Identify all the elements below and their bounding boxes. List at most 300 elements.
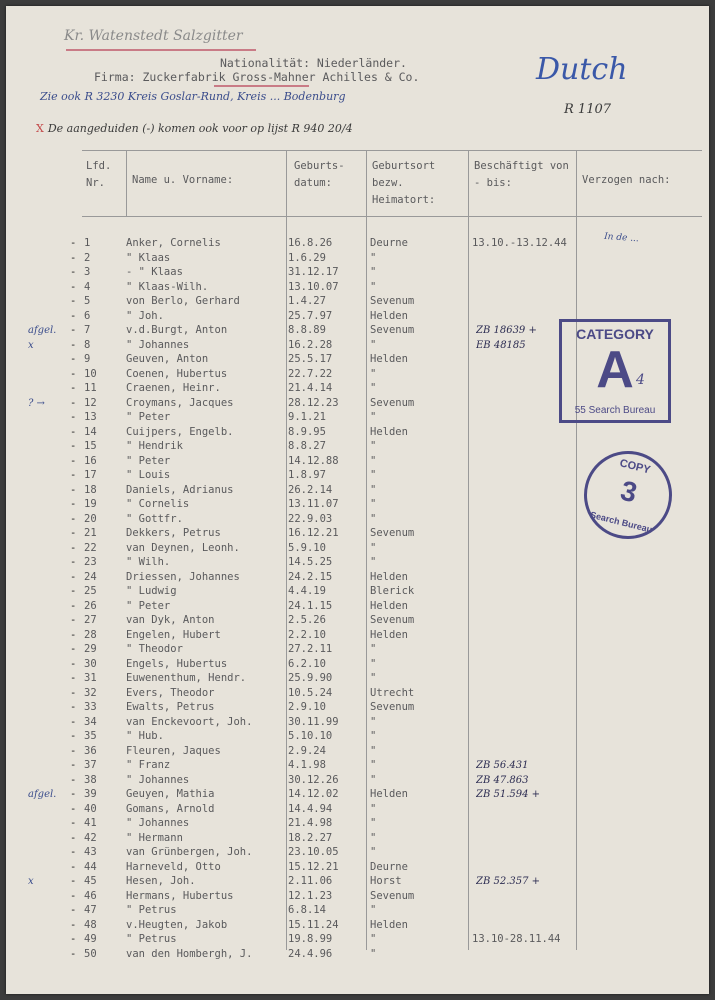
row-tick: - <box>70 715 77 728</box>
row-tick: - <box>70 889 77 902</box>
row-birthdate: 24.2.15 <box>288 570 333 583</box>
row-birthdate: 31.12.17 <box>288 266 339 278</box>
row-number: 11 <box>84 382 97 394</box>
row-birthplace: " <box>370 382 377 394</box>
row-birthdate: 5.9.10 <box>288 541 326 554</box>
row-birthplace: Sevenum <box>370 295 415 307</box>
table-row <box>70 816 692 831</box>
row-tick: - <box>70 599 77 612</box>
row-birthplace: " <box>370 744 377 757</box>
row-birthplace: " <box>370 715 377 728</box>
row-name: Craenen, Heinr. <box>126 382 221 394</box>
row-name: " Klaas-Wilh. <box>126 280 209 293</box>
row-name: Ewalts, Petrus <box>126 701 215 713</box>
title-underline <box>66 49 256 51</box>
row-birthplace: " <box>370 817 377 829</box>
row-margin-mark: afgel. <box>28 789 57 800</box>
annotation-text: ZB 52.357 + <box>476 876 541 887</box>
row-name: Gomans, Arnold <box>126 802 215 815</box>
row-tick: - <box>70 846 77 858</box>
row-birthdate: 2.5.26 <box>288 614 326 626</box>
row-number: 27 <box>84 614 97 626</box>
row-number: 2 <box>84 251 91 264</box>
header-place: Geburtsort bezw. Heimatort: <box>372 160 436 206</box>
note-2-suffix: 20/4 <box>327 122 353 135</box>
row-tick: - <box>70 947 77 960</box>
row-number: 41 <box>84 817 97 829</box>
table-row <box>70 845 692 860</box>
row-name: " Hendrik <box>126 440 183 452</box>
table-row <box>70 831 692 846</box>
row-margin-mark: x <box>28 339 34 351</box>
row-name: " Johannes <box>126 773 190 786</box>
row-name: Croymans, Jacques <box>126 396 234 409</box>
table-row <box>70 903 692 918</box>
handwritten-note-2 <box>36 122 353 135</box>
row-birthdate: 18.2.27 <box>288 831 333 844</box>
row-number: 46 <box>84 889 97 902</box>
row-birthdate: 30.12.26 <box>288 773 339 786</box>
copy-stamp-subtitle: Search Bureau <box>589 509 654 535</box>
table-row <box>70 265 692 280</box>
row-birthplace: " <box>370 802 377 815</box>
table-row <box>70 294 692 309</box>
row-tick: - <box>70 396 77 409</box>
row-birthdate: 5.10.10 <box>288 730 333 742</box>
row-birthplace: Sevenum <box>370 889 415 902</box>
row-name: Engels, Hubertus <box>126 657 228 670</box>
row-number: 9 <box>84 353 91 365</box>
row-tick: - <box>70 643 77 655</box>
row-birthdate: 9.1.21 <box>288 411 326 423</box>
row-tick: - <box>70 831 77 844</box>
table-row <box>70 570 692 585</box>
table-row <box>70 541 692 556</box>
row-number: 24 <box>84 570 97 583</box>
row-tick: - <box>70 454 77 467</box>
row-number: 36 <box>84 744 97 757</box>
row-name: " Peter <box>126 599 171 612</box>
reference-number: R 1107 <box>564 102 612 117</box>
firma-underline <box>214 85 309 87</box>
table-row <box>70 613 692 628</box>
table-row <box>70 251 692 266</box>
table-row <box>70 280 692 295</box>
row-tick: - <box>70 512 77 525</box>
row-number: 26 <box>84 599 97 612</box>
row-birthplace: Sevenum <box>370 701 415 713</box>
row-number: 47 <box>84 904 97 916</box>
table-row <box>70 918 692 933</box>
row-birthplace: " <box>370 831 377 844</box>
row-number: 1 <box>84 237 91 249</box>
row-birthdate: 16.12.21 <box>288 527 339 539</box>
row-number: 32 <box>84 686 97 699</box>
row-birthdate: 14.12.88 <box>288 454 339 467</box>
row-birthdate: 2.2.10 <box>288 628 326 641</box>
row-name: von Berlo, Gerhard <box>126 295 240 307</box>
row-name: Hermans, Hubertus <box>126 889 234 902</box>
table-row <box>70 715 692 730</box>
row-name: van Dyk, Anton <box>126 614 215 626</box>
row-tick: - <box>70 701 77 713</box>
row-number: 17 <box>84 469 97 481</box>
row-birthdate: 6.2.10 <box>288 657 326 670</box>
row-birthdate: 28.12.23 <box>288 396 339 409</box>
row-birthdate: 22.9.03 <box>288 512 333 525</box>
row-birthplace: Sevenum <box>370 527 415 539</box>
row-name: v.d.Burgt, Anton <box>126 324 228 336</box>
row-tick: - <box>70 759 77 771</box>
row-name: Driessen, Johannes <box>126 570 240 583</box>
table-row <box>70 628 692 643</box>
row-name: v.Heugten, Jakob <box>126 918 228 931</box>
row-number: 37 <box>84 759 97 771</box>
row-tick: - <box>70 309 77 322</box>
row-birthdate: 13.11.07 <box>288 498 339 510</box>
firma-line: Firma: Zuckerfabrik Gross-Mahner Achilles & Co. <box>94 70 420 84</box>
row-tick: - <box>70 338 77 351</box>
row-birthplace: Helden <box>370 788 408 800</box>
header-moved: Verzogen nach: <box>582 174 671 186</box>
row-number: 33 <box>84 701 97 713</box>
table-row <box>70 671 692 686</box>
row-name: " Johannes <box>126 817 190 829</box>
table-header-rule <box>82 216 702 217</box>
column-rule <box>126 150 127 216</box>
row-number: 28 <box>84 628 97 641</box>
row-name: Geuyen, Mathia <box>126 788 215 800</box>
row-birthplace: " <box>370 759 377 771</box>
row-birthdate: 12.1.23 <box>288 889 333 902</box>
category-label-dutch: Dutch <box>536 52 628 87</box>
row-tick: - <box>70 324 77 336</box>
row-tick: - <box>70 657 77 670</box>
row-number: 15 <box>84 440 97 452</box>
row-name: " Joh. <box>126 309 164 322</box>
row-birthplace: " <box>370 411 377 423</box>
row-birthplace: " <box>370 730 377 742</box>
row-birthplace: " <box>370 556 377 568</box>
row-birthdate: 14.12.02 <box>288 788 339 800</box>
table-top-rule <box>82 150 702 151</box>
table-row <box>70 700 692 715</box>
row-name: - " Klaas <box>126 266 183 278</box>
table-row <box>70 657 692 672</box>
row-annotation <box>82 874 692 889</box>
row-margin-mark: afgel. <box>28 325 57 336</box>
row-tick: - <box>70 541 77 554</box>
row-birthdate: 26.2.14 <box>288 483 333 496</box>
row-birthdate: 14.5.25 <box>288 556 333 568</box>
row-tick: - <box>70 280 77 293</box>
table-row <box>70 686 692 701</box>
row-birthplace: " <box>370 454 377 467</box>
row-number: 14 <box>84 425 97 438</box>
row-number: 43 <box>84 846 97 858</box>
row-name: " Johannes <box>126 338 190 351</box>
row-birthdate: 10.5.24 <box>288 686 333 699</box>
annotation-text: ZB 18639 + <box>476 325 537 336</box>
row-employment: 13.10-28.11.44 <box>472 933 561 945</box>
row-name: " Franz <box>126 759 171 771</box>
table-row <box>70 584 692 599</box>
row-number: 5 <box>84 295 91 307</box>
row-birthdate: 13.10.07 <box>288 280 339 293</box>
row-name: van Enckevoort, Joh. <box>126 715 253 728</box>
row-name: " Ludwig <box>126 585 177 597</box>
row-margin-mark: ? → <box>28 397 45 409</box>
row-number: 16 <box>84 454 97 467</box>
row-birthplace: Sevenum <box>370 396 415 409</box>
handwritten-note-1: Zie ook R 3230 Kreis Goslar-Rund, Kreis ... Bodenburg <box>40 90 346 103</box>
row-name: " Hub. <box>126 730 164 742</box>
row-tick: - <box>70 498 77 510</box>
row-birthplace: " <box>370 672 377 684</box>
row-birthdate: 14.4.94 <box>288 802 333 815</box>
row-birthplace: Helden <box>370 570 408 583</box>
category-stamp-title: CATEGORY <box>576 326 654 342</box>
row-tick: - <box>70 918 77 931</box>
row-name: Cuijpers, Engelb. <box>126 425 234 438</box>
row-tick: - <box>70 556 77 568</box>
row-birthplace: Blerick <box>370 585 415 597</box>
row-name: " Klaas <box>126 251 171 264</box>
row-tick: - <box>70 788 77 800</box>
row-number: 12 <box>84 396 97 409</box>
row-birthdate: 4.1.98 <box>288 759 326 771</box>
row-birthdate: 6.8.14 <box>288 904 326 916</box>
row-birthplace: " <box>370 367 377 380</box>
row-tick: - <box>70 367 77 380</box>
row-tick: - <box>70 614 77 626</box>
row-birthdate: 1.6.29 <box>288 251 326 264</box>
row-birthplace: Helden <box>370 425 408 438</box>
row-number: 45 <box>84 875 97 887</box>
row-birthplace: Sevenum <box>370 324 415 336</box>
row-tick: - <box>70 527 77 539</box>
row-birthdate: 2.9.24 <box>288 744 326 757</box>
row-tick: - <box>70 686 77 699</box>
nationality-line: Nationalität: Niederländer. <box>220 56 407 70</box>
row-birthplace: Helden <box>370 309 408 322</box>
row-birthplace: Sevenum <box>370 614 415 626</box>
row-number: 48 <box>84 918 97 931</box>
row-birthplace: " <box>370 280 377 293</box>
row-birthdate: 25.7.97 <box>288 309 333 322</box>
category-stamp-letter: A <box>596 341 634 399</box>
row-tick: - <box>70 251 77 264</box>
row-number: 21 <box>84 527 97 539</box>
ledger-table <box>28 150 702 960</box>
row-name: " Peter <box>126 454 171 467</box>
annotation-text: ZB 47.863 <box>476 774 529 786</box>
row-name: Engelen, Hubert <box>126 628 221 641</box>
row-annotation <box>82 773 692 788</box>
row-number: 25 <box>84 585 97 597</box>
row-birthplace: " <box>370 773 377 786</box>
row-name: " Louis <box>126 469 171 481</box>
row-birthdate: 24.1.15 <box>288 599 333 612</box>
row-birthplace: " <box>370 657 377 670</box>
row-tick: - <box>70 860 77 873</box>
row-number: 19 <box>84 498 97 510</box>
row-birthplace: " <box>370 469 377 481</box>
row-name: Hesen, Joh. <box>126 875 196 887</box>
row-name: van den Hombergh, J. <box>126 947 253 960</box>
row-tick: - <box>70 425 77 438</box>
row-birthplace: " <box>370 498 377 510</box>
row-number: 39 <box>84 788 97 800</box>
row-birthplace: Horst <box>370 875 402 887</box>
row-tick: - <box>70 933 77 945</box>
row-name: Fleuren, Jaques <box>126 744 221 757</box>
row-number: 40 <box>84 802 97 815</box>
row-tick: - <box>70 483 77 496</box>
table-row <box>70 236 692 251</box>
row-birthplace: " <box>370 846 377 858</box>
row-number: 31 <box>84 672 97 684</box>
row-birthdate: 19.8.99 <box>288 933 333 945</box>
row-birthdate: 8.8.89 <box>288 324 326 336</box>
row-number: 50 <box>84 947 97 960</box>
row-name: " Cornelis <box>126 498 190 510</box>
row-number: 7 <box>84 324 91 336</box>
row-annotation <box>82 758 692 773</box>
row-birthdate: 27.2.11 <box>288 643 333 655</box>
row-tick: - <box>70 469 77 481</box>
row-number: 20 <box>84 512 97 525</box>
row-birthdate: 24.4.96 <box>288 947 333 960</box>
row-tick: - <box>70 628 77 641</box>
row-number: 10 <box>84 367 97 380</box>
annotation-text: EB 48185 <box>476 339 526 351</box>
row-number: 3 <box>84 266 91 278</box>
row-number: 6 <box>84 309 91 322</box>
category-stamp <box>559 319 671 423</box>
row-birthdate: 23.10.05 <box>288 846 339 858</box>
row-number: 29 <box>84 643 97 655</box>
row-birthplace: " <box>370 541 377 554</box>
margin-note: In de ... <box>603 231 640 245</box>
table-row <box>70 599 692 614</box>
table-row <box>70 802 692 817</box>
table-row <box>70 932 692 947</box>
row-tick: - <box>70 570 77 583</box>
row-tick: - <box>70 295 77 307</box>
row-birthdate: 1.8.97 <box>288 469 326 481</box>
row-birthdate: 25.9.90 <box>288 672 333 684</box>
row-name: Daniels, Adrianus <box>126 483 234 496</box>
row-birthplace: " <box>370 643 377 655</box>
annotation-text: ZB 51.594 + <box>476 789 541 800</box>
row-number: 35 <box>84 730 97 742</box>
row-birthdate: 22.7.22 <box>288 367 333 380</box>
row-number: 44 <box>84 860 97 873</box>
row-number: 42 <box>84 831 97 844</box>
row-tick: - <box>70 266 77 278</box>
copy-stamp-number: 3 <box>617 474 641 509</box>
row-name: Euwenenthum, Hendr. <box>126 672 247 684</box>
row-name: " Peter <box>126 411 171 423</box>
row-tick: - <box>70 237 77 249</box>
row-birthplace: " <box>370 947 377 960</box>
row-number: 34 <box>84 715 97 728</box>
row-birthplace: " <box>370 266 377 278</box>
row-name: Geuven, Anton <box>126 353 209 365</box>
row-birthdate: 30.11.99 <box>288 715 339 728</box>
row-birthplace: " <box>370 251 377 264</box>
row-birthplace: Utrecht <box>370 686 415 699</box>
row-number: 8 <box>84 338 91 351</box>
row-birthdate: 4.4.19 <box>288 585 326 597</box>
row-name: " Petrus <box>126 904 177 916</box>
row-birthdate: 8.9.95 <box>288 425 326 438</box>
row-name: Anker, Cornelis <box>126 237 221 249</box>
row-number: 30 <box>84 657 97 670</box>
note-2-text: De aangeduiden (-) komen ook voor op lijst R 940 <box>47 122 325 135</box>
row-name: van Deynen, Leonh. <box>126 541 240 554</box>
row-name: Coenen, Hubertus <box>126 367 228 380</box>
row-tick: - <box>70 773 77 786</box>
row-birthdate: 16.2.28 <box>288 338 333 351</box>
table-row <box>70 744 692 759</box>
table-row <box>70 555 692 570</box>
header-name: Name u. Vorname: <box>132 174 234 186</box>
row-name: " Gottfr. <box>126 512 183 525</box>
row-birthplace: " <box>370 440 377 452</box>
row-number: 4 <box>84 280 91 293</box>
row-annotation <box>82 787 692 802</box>
row-number: 22 <box>84 541 97 554</box>
header-nr: Lfd. Nr. <box>86 160 112 189</box>
row-tick: - <box>70 382 77 394</box>
copy-stamp-title: COPY <box>618 457 652 477</box>
row-tick: - <box>70 440 77 452</box>
row-number: 49 <box>84 933 97 945</box>
row-birthplace: Helden <box>370 353 408 365</box>
row-birthplace: Helden <box>370 599 408 612</box>
row-tick: - <box>70 817 77 829</box>
row-name: Evers, Theodor <box>126 686 215 699</box>
row-name: Harneveld, Otto <box>126 860 221 873</box>
row-tick: - <box>70 672 77 684</box>
category-stamp-subtitle: 55 Search Bureau <box>574 405 656 416</box>
row-birthdate: 16.8.26 <box>288 237 333 249</box>
row-tick: - <box>70 904 77 916</box>
row-birthplace: Helden <box>370 918 408 931</box>
row-birthdate: 25.5.17 <box>288 353 333 365</box>
row-number: 38 <box>84 773 97 786</box>
row-birthdate: 21.4.14 <box>288 382 333 394</box>
row-number: 23 <box>84 556 97 568</box>
row-employment: 13.10.-13.12.44 <box>472 237 567 249</box>
row-name: " Petrus <box>126 933 177 945</box>
row-name: " Wilh. <box>126 556 171 568</box>
row-birthplace: " <box>370 904 377 916</box>
row-name: " Hermann <box>126 831 183 844</box>
row-number: 13 <box>84 411 97 423</box>
header-employment: Beschäftigt von - bis: <box>474 160 569 189</box>
row-birthdate: 2.11.06 <box>288 875 333 887</box>
row-margin-mark: x <box>28 876 34 887</box>
row-tick: - <box>70 802 77 815</box>
table-row <box>70 642 692 657</box>
annotation-text: ZB 56.431 <box>476 760 529 771</box>
row-birthplace: " <box>370 338 377 351</box>
row-name: Dekkers, Petrus <box>126 527 221 539</box>
table-row <box>70 889 692 904</box>
